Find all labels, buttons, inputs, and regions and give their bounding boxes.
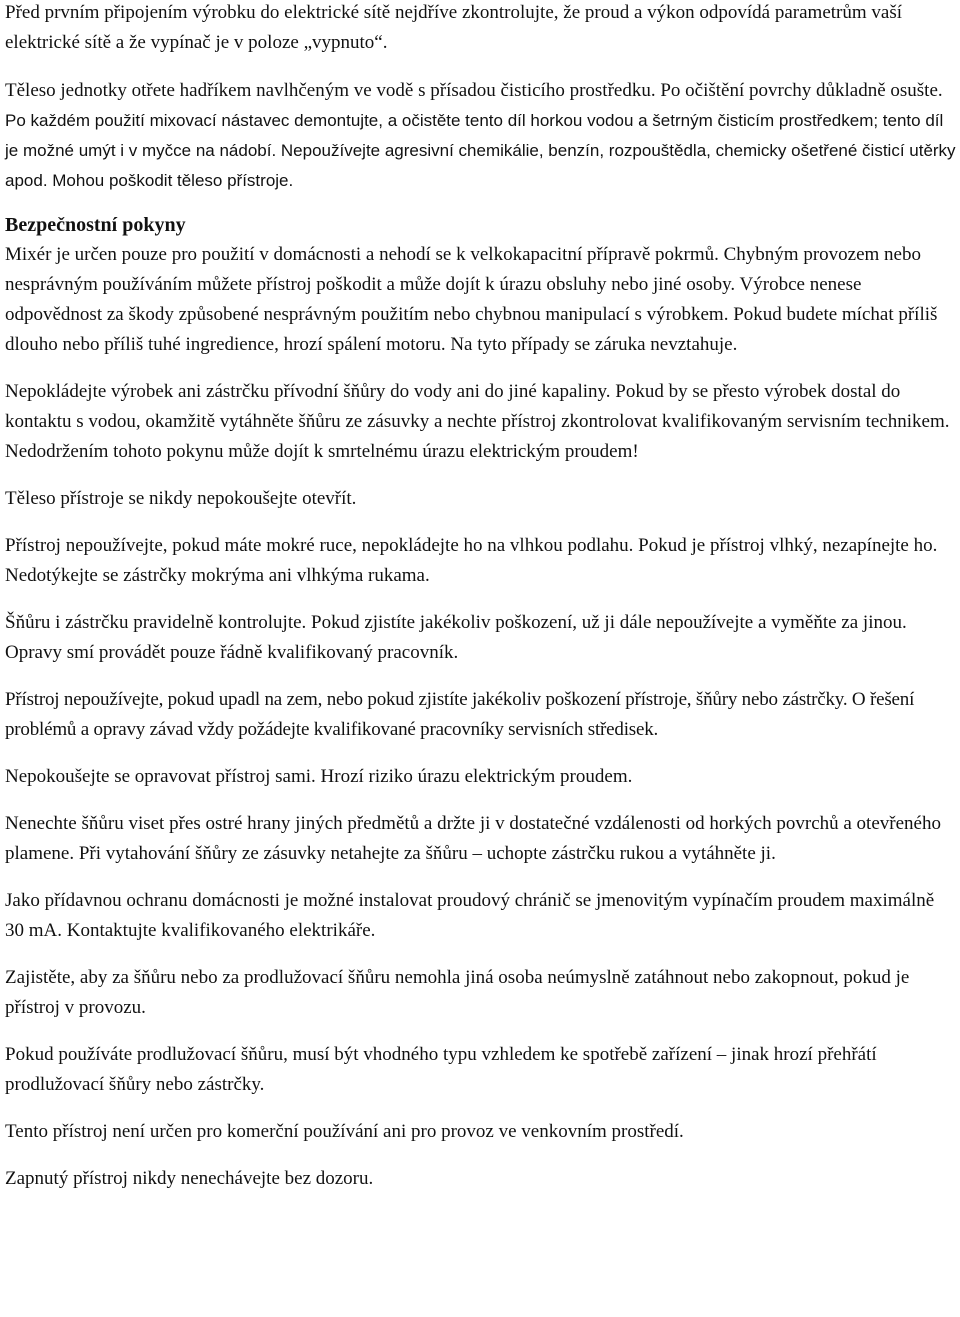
paragraph-gap — [5, 591, 957, 608]
safety-heading: Bezpečnostní pokyny — [5, 214, 186, 236]
paragraph-gap — [5, 58, 957, 76]
paragraph-non-commercial: Tento přístroj není určen pro komerční používání ani pro provoz ve venkovním prostředí. — [5, 1121, 684, 1142]
paragraph-connection-check: Před prvním připojením výrobku do elektrické sítě nejdříve zkontrolujte, že proud a výkon odpovídá parametrům vaší elektrické sítě a že vypínač je v poloze „vypnuto“. — [5, 2, 902, 53]
cleaning-text-serif: Těleso jednotky otřete hadříkem navlhčeným ve vodě s přísadou čisticího prostředku. Po očištění povrchy důkladně osušte. — [5, 80, 943, 101]
paragraph-gap — [5, 745, 957, 762]
paragraph-gap — [5, 514, 957, 531]
paragraph-gap — [5, 1023, 957, 1040]
paragraph-gap — [5, 668, 957, 685]
paragraph-wet-hands: Přístroj nepoužívejte, pokud máte mokré ruce, nepokládejte ho na vlhkou podlahu. Pokud je přístroj vlhký, nezapínejte ho. Nedotýkejte se zástrčky mokrýma ani vlhkýma rukama. — [5, 535, 938, 586]
paragraph-gap — [5, 1147, 957, 1164]
cleaning-text-sans: Po každém použití mixovací nástavec demontujte, a očistěte tento díl horkou vodou a šetrným čisticím prostředkem; tento díl je možné umýt i v myčce na nádobí. Nepoužívejte agresivní chemikálie, benzín, rozpouštědla, chemicky ošetřené čisticí utěrky apod. Mohou poškodit těleso přístroje. — [5, 111, 956, 190]
paragraph-rcd: Jako přídavnou ochranu domácnosti je možné instalovat proudový chránič se jmenovitým vypínačím proudem maximálně 30 mA. Kontaktujte kvalifikovaného elektrikáře. — [5, 890, 935, 941]
paragraph-gap — [5, 467, 957, 484]
paragraph-damaged-device: Přístroj nepoužívejte, pokud upadl na zem, nebo pokud zjistíte jakékoliv poškození přístroje, šňůry nebo zástrčky. O řešení problémů a opravy závad vždy požádejte kvalifikované pracovníky servisních středisek. — [5, 689, 915, 740]
paragraph-gap — [5, 196, 957, 210]
paragraph-gap — [5, 1100, 957, 1117]
paragraph-no-self-repair: Nepokoušejte se opravovat přístroj sami. Hrozí riziko úrazu elektrickým proudem. — [5, 766, 633, 787]
paragraph-gap — [5, 360, 957, 377]
paragraph-cord-check: Šňůru i zástrčku pravidelně kontrolujte. Pokud zjistíte jakékoliv poškození, už ji dále nepoužívejte a vyměňte za jinou. Opravy smí provádět pouze řádně kvalifikovaný pracovník. — [5, 612, 907, 663]
document-page — [5, 0, 957, 1194]
paragraph-gap — [5, 792, 957, 809]
paragraph-cleaning — [5, 76, 957, 196]
paragraph-extension-cord: Pokud používáte prodlužovací šňůru, musí být vhodného typu vzhledem ke spotřebě zařízení – jinak hrozí přehřátí prodlužovací šňůry nebo zástrčky. — [5, 1044, 877, 1095]
paragraph-cord-edges: Nenechte šňůru viset přes ostré hrany jiných předmětů a držte ji v dostatečné vzdálenosti od horkých povrchů a otevřeného plamene. Při vytahování šňůry ze zásuvky netahejte za šňůru – uchopte zástrčku rukou a vytáhněte ji. — [5, 813, 941, 864]
paragraph-do-not-open: Těleso přístroje se nikdy nepokoušejte otevřít. — [5, 488, 357, 509]
paragraph-trip-hazard: Zajistěte, aby za šňůru nebo za prodlužovací šňůru nemohla jiná osoba neúmyslně zatáhnout nebo zakopnout, pokud je přístroj v provozu. — [5, 967, 910, 1018]
paragraph-water-warning: Nepokládejte výrobek ani zástrčku přívodní šňůry do vody ani do jiné kapaliny. Pokud by se přesto výrobek dostal do kontaktu s vodou, okamžitě vytáhněte šňůru ze zásuvky a nechte přístroj zkontrolovat kvalifikovaným servisním technikem. Nedodržením tohoto pokynu může dojít k smrtelnému úrazu elektrickým proudem! — [5, 381, 950, 462]
paragraph-gap — [5, 946, 957, 963]
paragraph-intended-use: Mixér je určen pouze pro použití v domácnosti a nehodí se k velkokapacitní přípravě pokrmů. Chybným provozem nebo nesprávným používáním můžete přístroj poškodit a může dojít k úrazu obsluhy nebo jiné osoby. Výrobce nenese odpovědnost za škody způsobené nesprávným použitím nebo chybnou manipulací s výrobkem. Pokud budete míchat příliš dlouho nebo příliš tuhé ingredience, hrozí spálení motoru. Na tyto případy se záruka nevztahuje. — [5, 244, 938, 355]
paragraph-supervision: Zapnutý přístroj nikdy nenechávejte bez dozoru. — [5, 1168, 374, 1189]
paragraph-gap — [5, 869, 957, 886]
